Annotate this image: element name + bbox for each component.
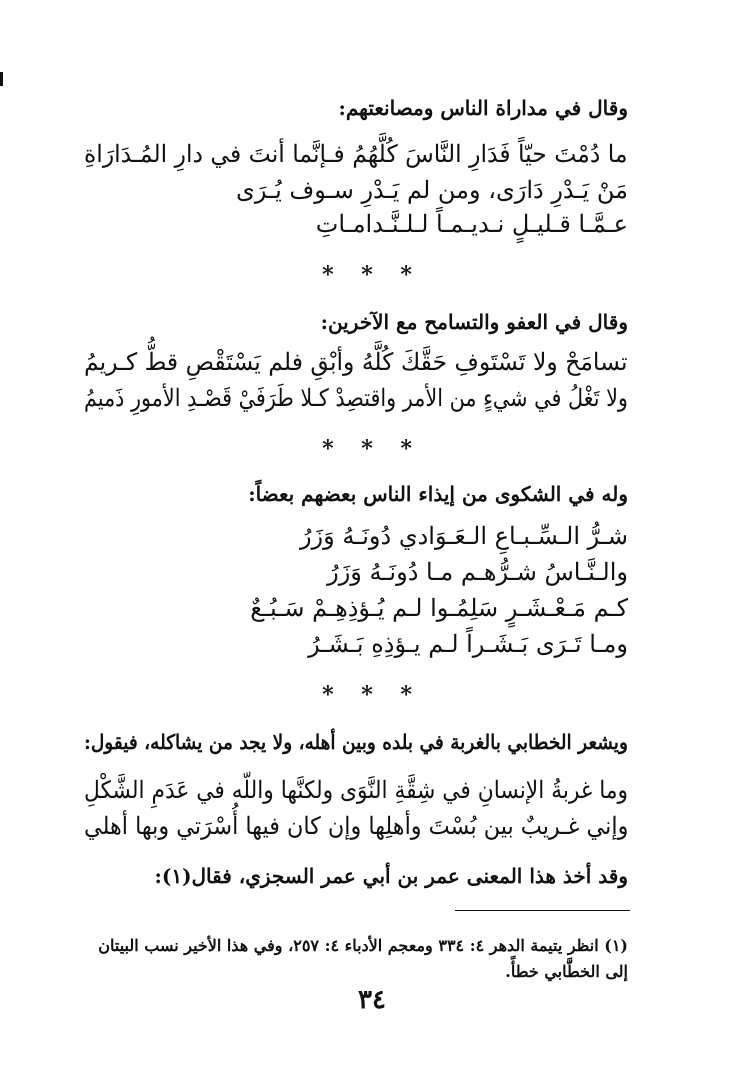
section-separator: * * * (322, 436, 422, 462)
verse-line: والـنَّـاسُ شـرُّهـم مـا دُونَـهُ وَزَرُ (327, 558, 628, 586)
footnote-line: إلى الخطَّابي خطأً. (505, 962, 628, 981)
verse-line: كـم مَـعْـشَـرٍ سَلِمُـوا لـم يُـؤذِهِـمْ سَـبُـعٌ (250, 594, 628, 622)
verse-line: وما غربةُ الإنسانِ في شِقَّةِ النَّوَى ولكنَّها واللّه في عَدَمِ الشَّكْلِ (84, 776, 628, 804)
footnote-rule (455, 910, 630, 911)
section-intro: وقال في العفو والتسامح مع الآخرين: (320, 310, 628, 334)
verse-line: تسامَحْ ولا تَسْتَوفِ حَقَّكَ كُلَّهُ وأبْقِ فلم يَسْتَقْصِ قطُّ كـريمُ (84, 348, 628, 376)
footnote-line: (١) انظر يتيمة الدهر ٤: ٣٣٤ ومعجم الأدباء ٤: ٢٥٧، وفي هذا الأخير نسب البيتان (98, 936, 628, 955)
verse-line: وإني غـريبٌ بين بُسْتَ وأهلِها وإن كان فيها أُسْرَتي وبها أهلي (83, 812, 628, 840)
margin-mark (0, 72, 3, 86)
verse-line: ولا تَغْلُ في شيءٍ من الأمر واقتصِدْ كـلا طَرَفَيْ قَصْـدِ الأمورِ ذَميمُ (84, 384, 628, 412)
verse-line: عـمَّـا قـليـلٍ نـديـمـاً لـلـنَّـدامـاتِ (315, 210, 628, 238)
page-number: ٣٤ (358, 985, 386, 1015)
verse-line: ما دُمْتَ حيّاً فَدَارِ النَّاسَ كُلَّهُمُ فـإنَّما أنتَ في دارِ المُـدَارَاةِ (84, 140, 628, 168)
section-separator: * * * (322, 682, 422, 708)
section-separator: * * * (322, 262, 422, 288)
section-intro: وله في الشكوى من إيذاء الناس بعضهم بعضاً: (248, 482, 628, 506)
section-intro: وقال في مداراة الناس ومصانعتهم: (338, 96, 628, 120)
verse-line: ومـا تَـرَى بَـشَـراً لـم يـؤذِهِ بَـشَـرُ (308, 630, 628, 658)
section-intro: ويشعر الخطابي بالغربة في بلده وبين أهله، ولا يجد من يشاكله، فيقول: (84, 730, 628, 754)
verse-line: شـرُّ الـسِّـبـاعِ الـعَـوَادي دُونَـهُ وَزَرُ (299, 522, 628, 550)
closing-line: وقد أخذ هذا المعنى عمر بن أبي عمر السجزي، فقال(١): (154, 864, 628, 888)
verse-line: مَنْ يَـدْرِ دَارَى، ومن لم يَـدْرِ سـوف يُـرَى (236, 176, 628, 204)
